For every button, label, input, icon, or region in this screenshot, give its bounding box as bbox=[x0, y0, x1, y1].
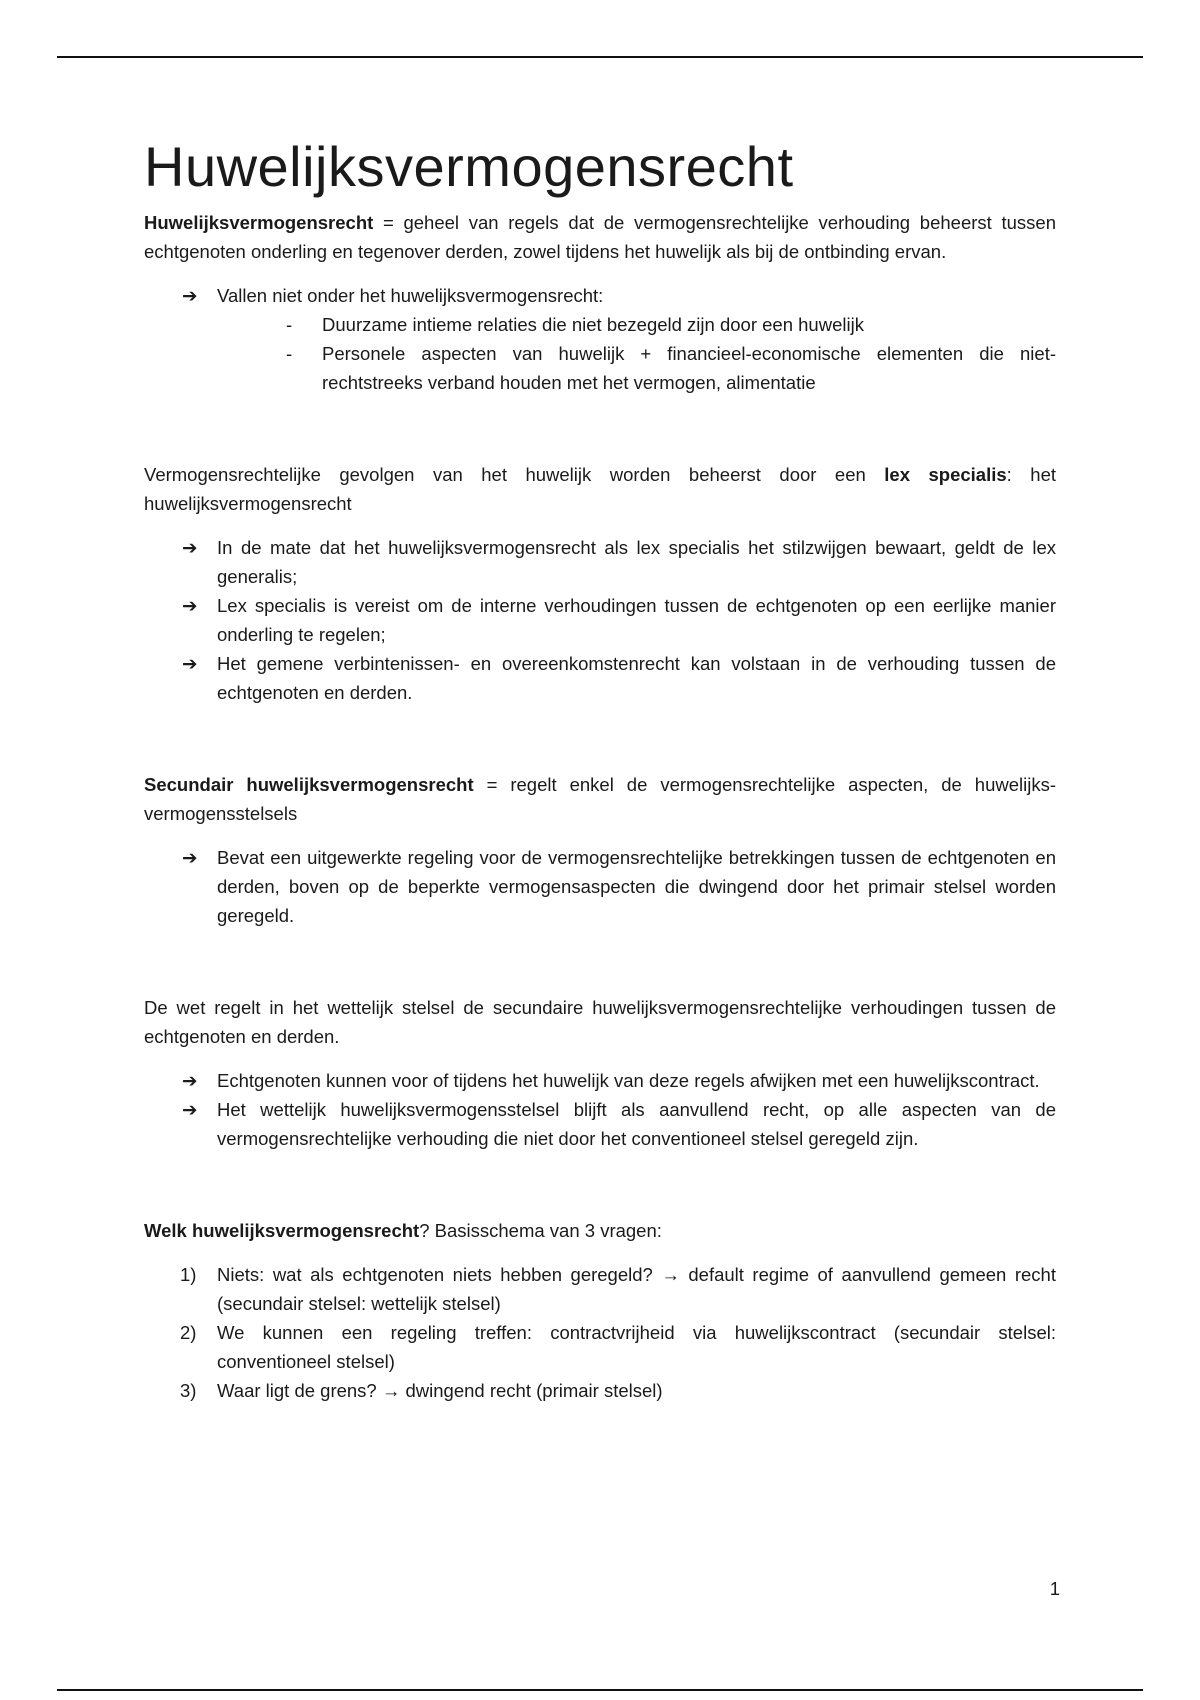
paragraph-text: : het huwelijksvermogensrecht bbox=[144, 464, 1057, 514]
page-title: Huwelijksvermogensrecht bbox=[144, 135, 794, 198]
lex-specialis-paragraph bbox=[144, 460, 1056, 518]
lex-specialis-list bbox=[144, 533, 1056, 707]
dash-icon: - bbox=[286, 314, 293, 335]
list-item-text: Het wettelijk huwelijksvermogensstelsel blijft als aanvullend recht, op alle aspecten van de vermogensrechtelijke verhouding die niet door het conventioneel stelsel geregeld zijn. bbox=[217, 1099, 1056, 1149]
list-item bbox=[144, 281, 1056, 310]
list-item bbox=[144, 533, 1056, 591]
paragraph-text: ? Basisschema van 3 vragen: bbox=[419, 1220, 662, 1241]
list-item-text: Bevat een uitgewerkte regeling voor de vermogensrechtelijke betrekkingen tussen de echtgenoten en derden, boven op de beperkte vermogensaspecten die dwingend door het primair stelsel worden geregeld. bbox=[217, 847, 1056, 926]
document-body bbox=[144, 132, 1056, 1405]
statutory-regime-paragraph: De wet regelt in het wettelijk stelsel de secundaire huwelijksvermogensrechtelijke verhoudingen tussen de echtgenoten en derden. bbox=[144, 997, 1056, 1047]
arrow-icon: ➔ bbox=[182, 847, 198, 868]
header-rule bbox=[57, 56, 1143, 58]
list-item-text: Het gemene verbintenissen- en overeenkomstenrecht kan volstaan in de verhouding tussen de echtgenoten en derden. bbox=[217, 653, 1056, 703]
list-number: 2) bbox=[180, 1322, 197, 1343]
list-item bbox=[144, 1260, 1056, 1318]
dash-icon: - bbox=[286, 343, 293, 364]
secondary-law-paragraph bbox=[144, 770, 1056, 828]
list-item-text: Personele aspecten van huwelijk + financieel-economische elementen die niet-rechtstreeks verband houden met het vermogen, alimentatie bbox=[322, 343, 1056, 393]
page-number: 1 bbox=[1049, 1578, 1060, 1599]
list-item bbox=[144, 649, 1056, 707]
list-item bbox=[144, 1095, 1056, 1153]
list-item bbox=[144, 1066, 1056, 1095]
list-item-text: Duurzame intieme relaties die niet bezegeld zijn door een huwelijk bbox=[322, 314, 864, 335]
paragraph-text: = regelt enkel de vermogensrechtelijke aspecten, de huwelijks-vermogensstelsels bbox=[144, 774, 1057, 824]
list-item-text: Waar ligt de grens? → dwingend recht (primair stelsel) bbox=[217, 1380, 663, 1401]
list-item bbox=[144, 1376, 1056, 1405]
basic-scheme-list bbox=[144, 1260, 1056, 1405]
bold-term: Welk huwelijksvermogensrecht bbox=[144, 1220, 420, 1241]
footer-rule bbox=[57, 1689, 1143, 1691]
list-number: 3) bbox=[180, 1380, 197, 1401]
bold-term: lex specialis bbox=[884, 464, 1007, 485]
list-item-text: Lex specialis is vereist om de interne verhoudingen tussen de echtgenoten op een eerlijke manier onderling te regelen; bbox=[217, 595, 1056, 645]
paragraph-text: Vermogensrechtelijke gevolgen van het huwelijk worden beheerst door een bbox=[144, 464, 885, 485]
list-item bbox=[144, 339, 1056, 397]
arrow-icon: ➔ bbox=[182, 653, 198, 674]
definition-paragraph bbox=[144, 208, 1056, 266]
definition-text: = geheel van regels dat de vermogensrechtelijke verhouding beheerst tussen echtgenoten onderling en tegenover derden, zowel tijdens het huwelijk als bij de ontbinding ervan. bbox=[144, 212, 1056, 262]
exclusions-list bbox=[144, 281, 1056, 310]
list-item-text: We kunnen een regeling treffen: contractvrijheid via huwelijkscontract (secundair stelsel: conventioneel stelsel) bbox=[217, 1322, 1056, 1372]
list-number: 1) bbox=[180, 1264, 197, 1285]
statutory-regime-list bbox=[144, 1066, 1056, 1153]
list-item-text: In de mate dat het huwelijksvermogensrecht als lex specialis het stilzwijgen bewaart, geldt de lex generalis; bbox=[217, 537, 1056, 587]
basic-scheme-paragraph bbox=[144, 1216, 1056, 1245]
list-item-text: Niets: wat als echtgenoten niets hebben geregeld? → default regime of aanvullend gemeen recht (secundair stelsel: wettelijk stelsel) bbox=[217, 1264, 1056, 1314]
list-item bbox=[144, 310, 1056, 339]
secondary-law-list bbox=[144, 843, 1056, 930]
arrow-icon: ➔ bbox=[182, 1099, 198, 1120]
arrow-icon: ➔ bbox=[182, 1070, 198, 1091]
list-item-text: Echtgenoten kunnen voor of tijdens het huwelijk van deze regels afwijken met een huwelijkscontract. bbox=[217, 1070, 1040, 1091]
exclusions-sublist bbox=[144, 310, 1056, 397]
list-item bbox=[144, 591, 1056, 649]
definition-term: Huwelijksvermogensrecht bbox=[144, 212, 374, 233]
arrow-icon: ➔ bbox=[182, 537, 198, 558]
list-item bbox=[144, 1318, 1056, 1376]
bold-term: Secundair huwelijksvermogensrecht bbox=[144, 774, 474, 795]
list-item-text: Vallen niet onder het huwelijksvermogensrecht: bbox=[217, 285, 604, 306]
arrow-icon: ➔ bbox=[182, 595, 198, 616]
arrow-icon: ➔ bbox=[182, 285, 198, 306]
list-item bbox=[144, 843, 1056, 930]
